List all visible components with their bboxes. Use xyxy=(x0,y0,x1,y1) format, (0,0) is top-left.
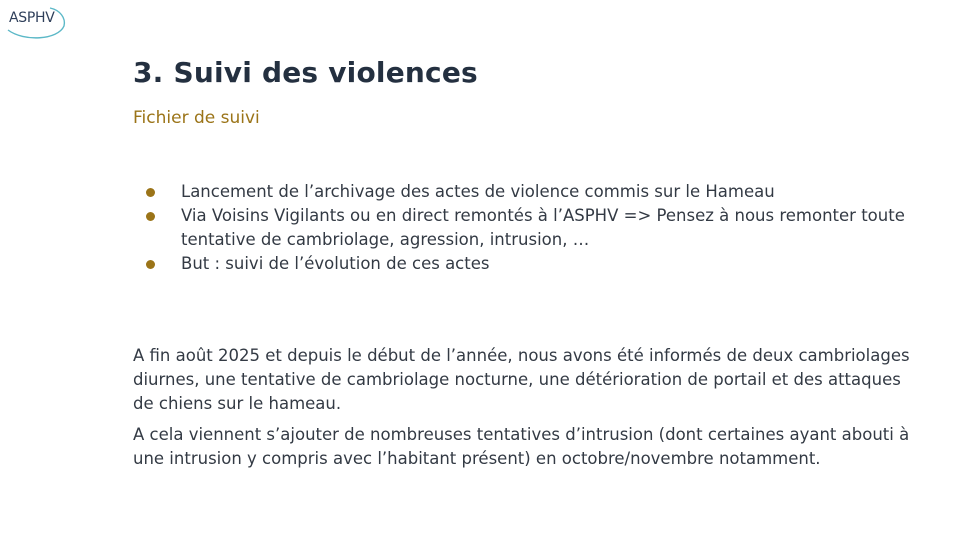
bullet-dot-icon xyxy=(146,188,155,197)
bullet-dot-icon xyxy=(146,212,155,221)
bullet-text: But : suivi de l’évolution de ces actes xyxy=(181,254,490,273)
bullet-text: Lancement de l’archivage des actes de violence commis sur le Hameau xyxy=(181,182,775,201)
bullet-text: Via Voisins Vigilants ou en direct remontés à l’ASPHV => Pensez à nous remonter toute tentative de cambriolage, agression, intrusion, … xyxy=(181,206,905,249)
slide-subtitle: Fichier de suivi xyxy=(133,108,260,128)
bullet-item xyxy=(133,204,923,252)
bullet-item xyxy=(133,252,923,276)
summary-paragraph: A fin août 2025 et depuis le début de l’année, nous avons été informés de deux cambriolages diurnes, une tentative de cambriolage nocturne, une détérioration de portail et des attaques de chiens sur le hameau. xyxy=(133,346,910,413)
slide-title: 3. Suivi des violences xyxy=(133,56,478,89)
asphv-logo xyxy=(6,4,68,40)
bullet-dot-icon xyxy=(146,260,155,269)
intrusion-paragraph: A cela viennent s’ajouter de nombreuses tentatives d’intrusion (dont certaines ayant abouti à une intrusion y compris avec l’habitant présent) en octobre/novembre notamment. xyxy=(133,425,910,468)
logo-text: ASPHV xyxy=(9,10,55,26)
bullet-item xyxy=(133,180,923,204)
bullet-list xyxy=(133,180,923,276)
